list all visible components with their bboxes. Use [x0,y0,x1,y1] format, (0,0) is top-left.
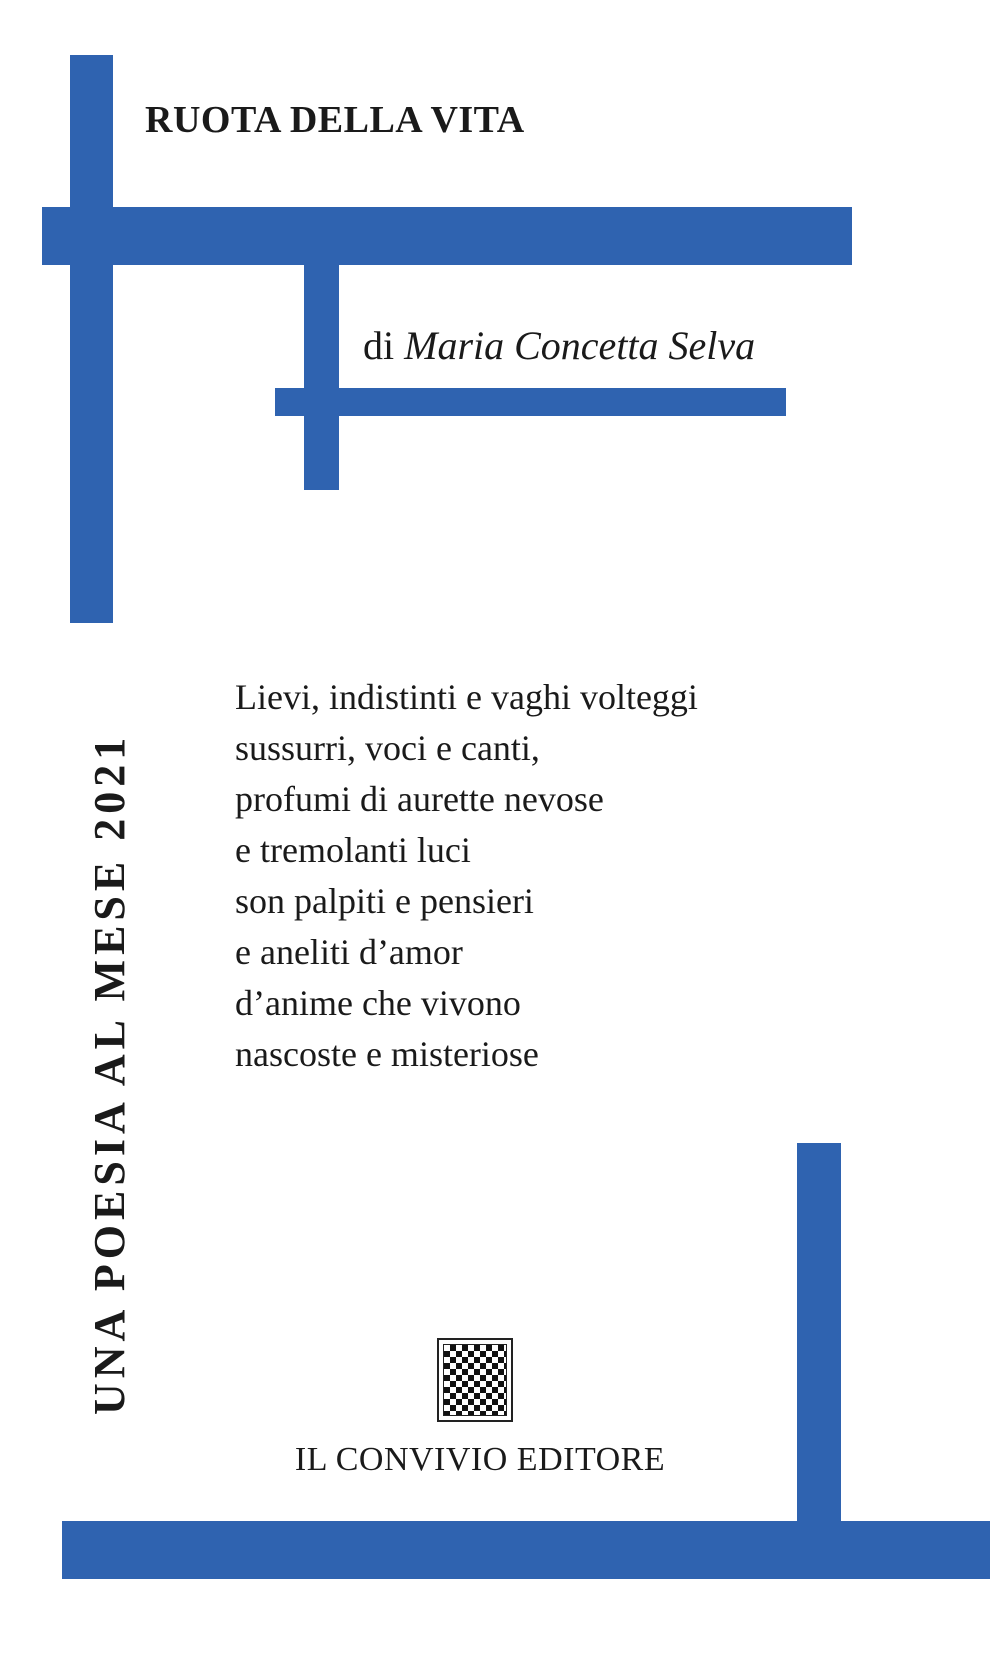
checkerboard-pattern [443,1344,507,1416]
poem-line: profumi di aurette nevose [235,779,604,819]
poem-line: Lievi, indistinti e vaghi volteggi [235,677,698,717]
poem-line: sussurri, voci e canti, [235,728,540,768]
author-name: Maria Concetta Selva [404,323,756,368]
poem-text [235,672,698,1080]
publisher-logo-icon [437,1338,513,1422]
poem-line: nascoste e misteriose [235,1034,539,1074]
left-vertical-bar-top [70,55,113,623]
poem-line: son palpiti e pensieri [235,881,534,921]
author-underline-bar [275,388,786,416]
inner-vertical-bar [304,265,339,490]
top-horizontal-bar [42,207,852,265]
author-line [363,322,755,369]
poem-line: d’anime che vivono [235,983,521,1023]
publisher-name: IL CONVIVIO EDITORE [294,1441,666,1478]
author-prefix: di [363,323,395,368]
series-label: UNA POESIA AL MESE 2021 [85,732,134,1415]
bottom-horizontal-bar [62,1521,990,1579]
poem-line: e tremolanti luci [235,830,471,870]
book-title: RUOTA DELLA VITA [145,99,525,141]
poem-line: e aneliti d’amor [235,932,463,972]
